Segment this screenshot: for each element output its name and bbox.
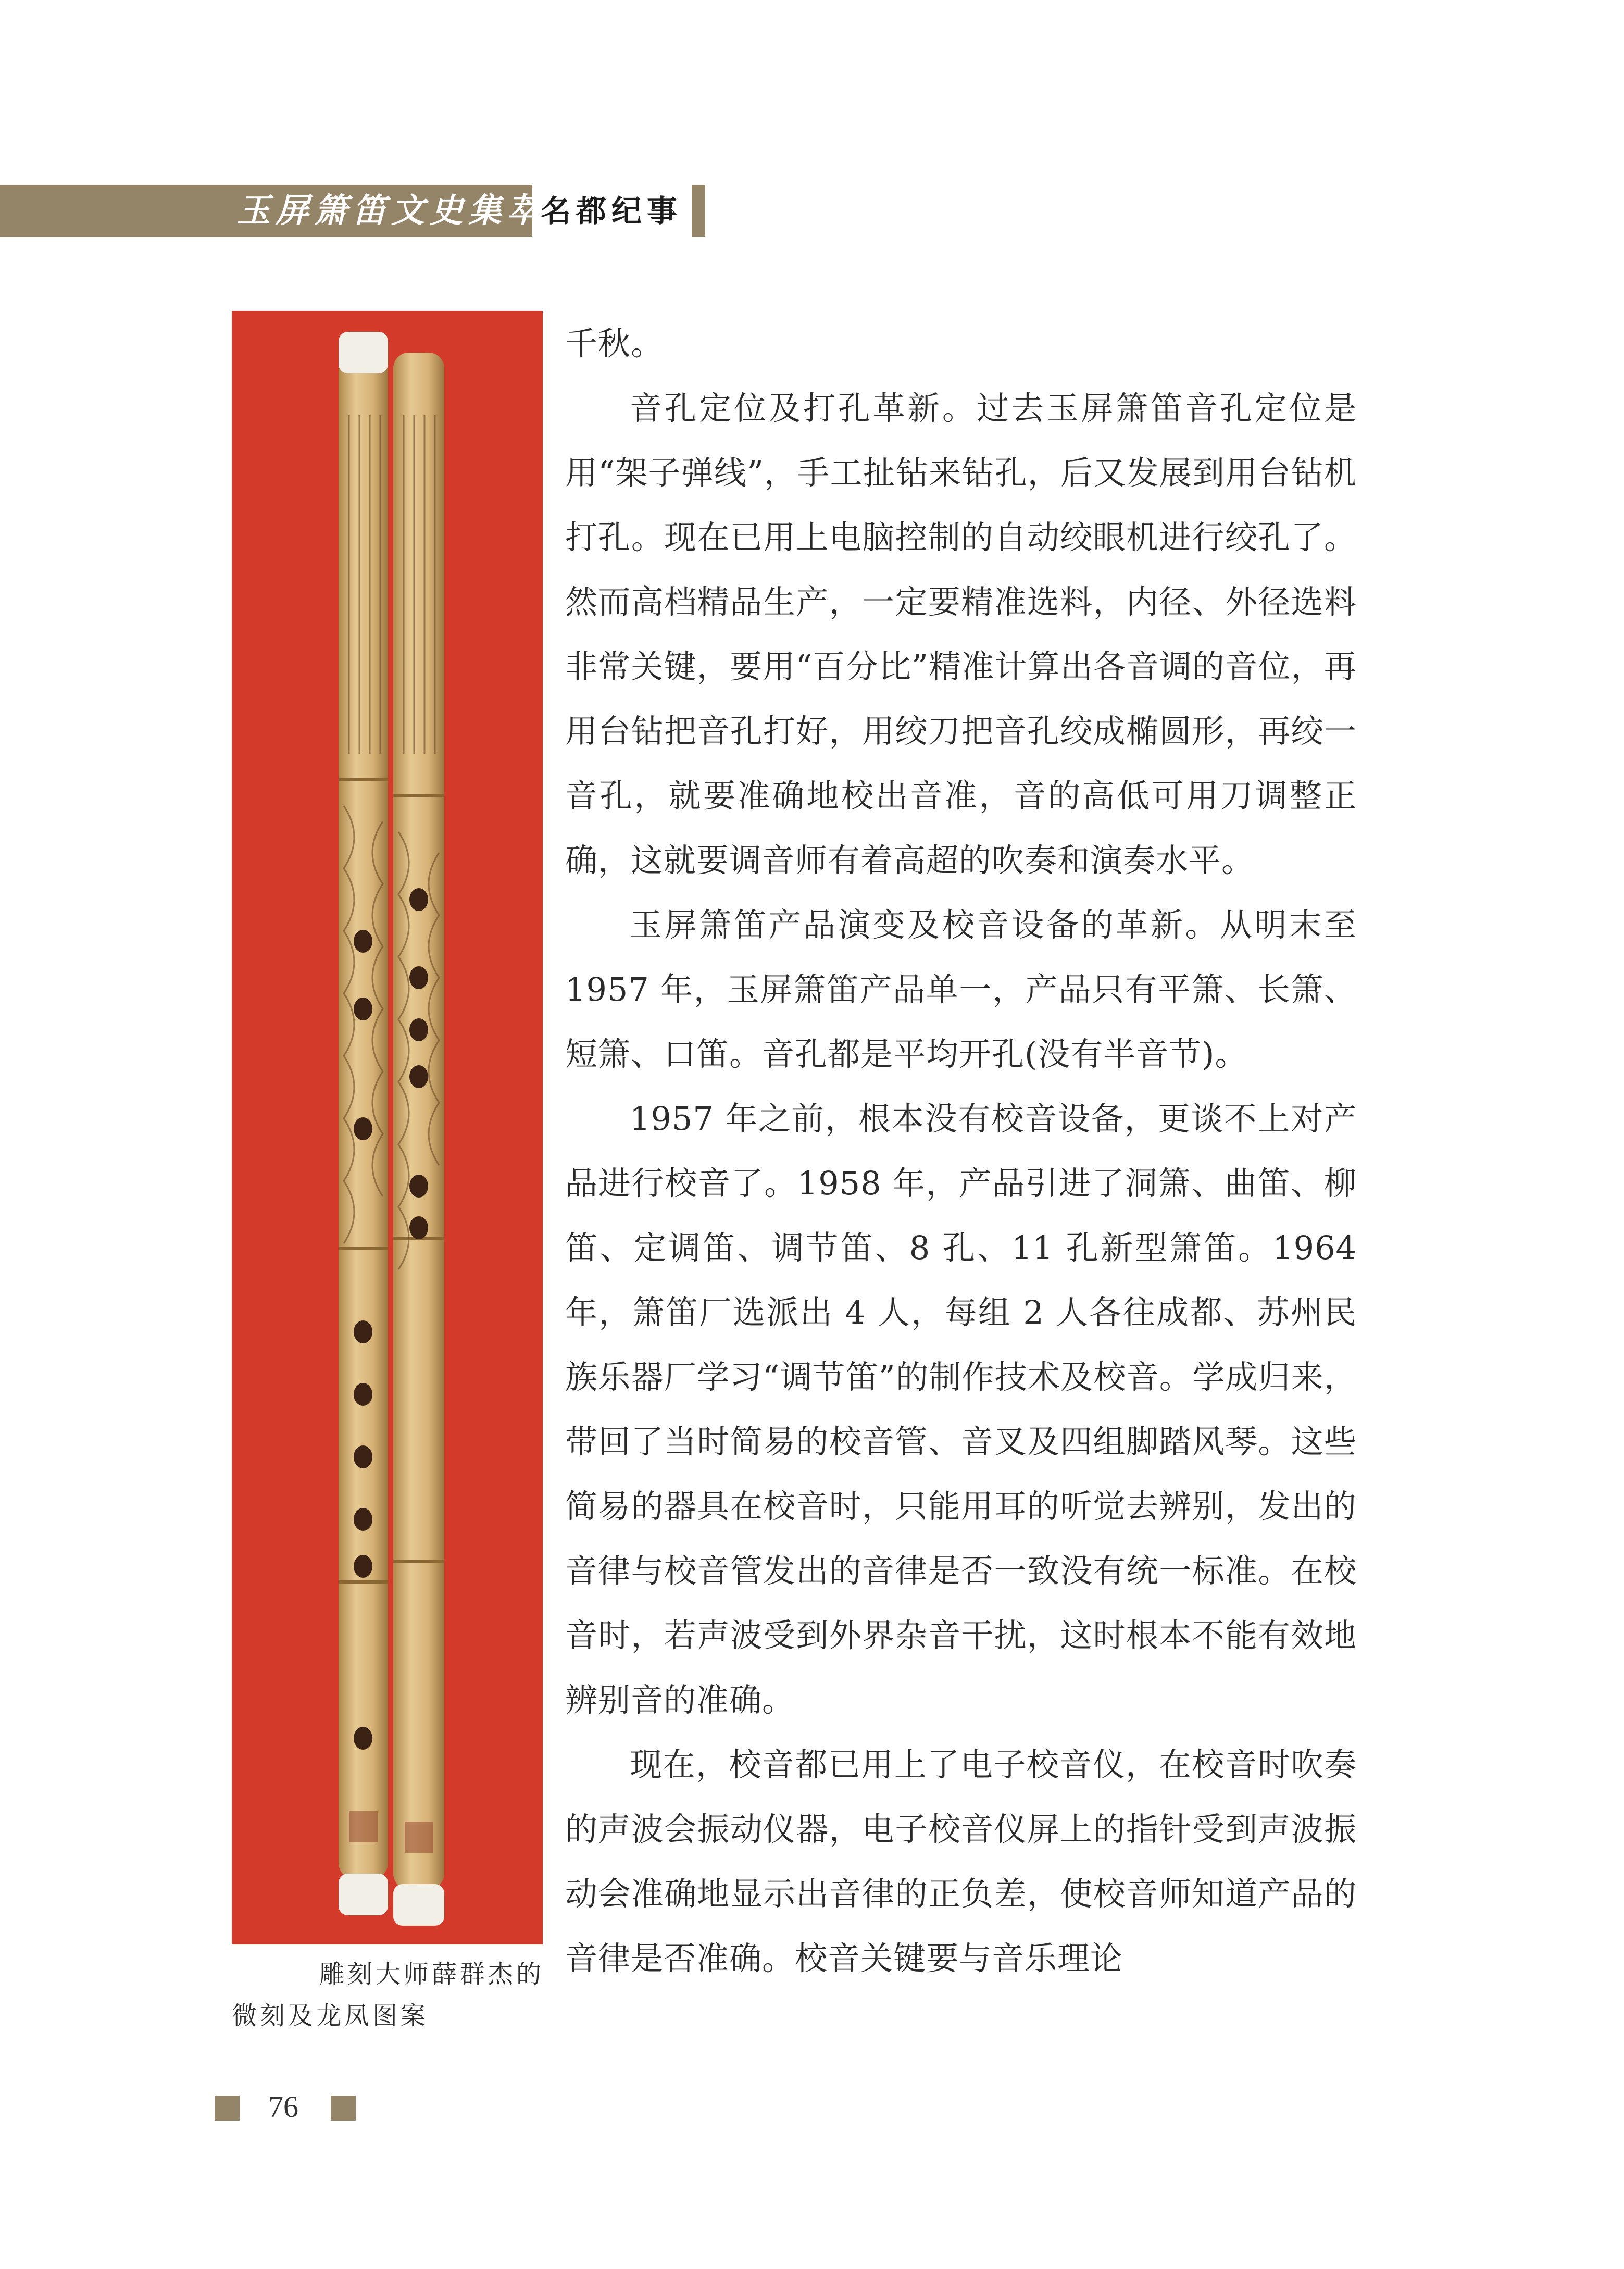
paragraph: 千秋。 xyxy=(565,325,664,363)
flute-illustration xyxy=(232,311,543,1944)
header-mark xyxy=(692,185,705,237)
paragraph: 1957 年之前，根本没有校音设备，更谈不上对产品进行校音了。1958 年，产品引进了洞箫、曲笛、柳笛、定调笛、调节笛、8 孔、11 孔新型箫笛。1964 年，箫笛厂选派出 4 人，每组 2 人各往成都、苏州民族乐器厂学习“调节笛”的制作技术及校音。学成归来，带回了当时简易的校音管、音叉及四组脚踏风琴。这些简易的器具在校音时，只能用耳的听觉去辨别，发出的音律与校音管发出的音律是否一致没有统一标准。在校音时，若声波受到外界杂音干扰，这时根本不能有效地辨别音的准确。 xyxy=(565,1100,1357,1719)
caption-line-1: 雕刻大师薛群杰的 xyxy=(319,1960,544,1989)
page-number: 76 xyxy=(268,2090,298,2124)
flute-photo xyxy=(232,311,543,1944)
caption-line-2: 微刻及龙凤图案 xyxy=(232,2001,429,2030)
paragraph: 现在，校音都已用上了电子校音仪，在校音时吹奏的声波会振动仪器，电子校音仪屏上的指针受到声波振动会准确地显示出音律的正负差，使校音师知道产品的音律是否准确。校音关键要与音乐理论 xyxy=(565,1746,1357,1977)
article-body xyxy=(565,311,1357,1991)
footer-square-right xyxy=(331,2096,356,2121)
section-title: 名都纪事 xyxy=(541,193,683,229)
paragraph: 音孔定位及打孔革新。过去玉屏箫笛音孔定位是用“架子弹线”，手工扯钻来钻孔，后又发展到用台钻机打孔。现在已用上电脑控制的自动绞眼机进行绞孔了。然而高档精品生产，一定要精准选料，内径、外径选料非常关键，要用“百分比”精准计算出各音调的音位，再用台钻把音孔打好，用绞刀把音孔绞成椭圆形，再绞一音孔，就要准确地校出音准，音的高低可用刀调整正确，这就要调音师有着高超的吹奏和演奏水平。 xyxy=(565,389,1357,879)
paragraph: 玉屏箫笛产品演变及校音设备的革新。从明末至 1957 年，玉屏箫笛产品单一，产品只有平箫、长箫、短箫、口笛。音孔都是平均开孔(没有半音节)。 xyxy=(565,906,1357,1073)
figure-caption xyxy=(232,1953,544,2037)
footer-square-left xyxy=(215,2096,240,2121)
series-title: 玉屏箫笛文史集萃 xyxy=(237,191,545,230)
